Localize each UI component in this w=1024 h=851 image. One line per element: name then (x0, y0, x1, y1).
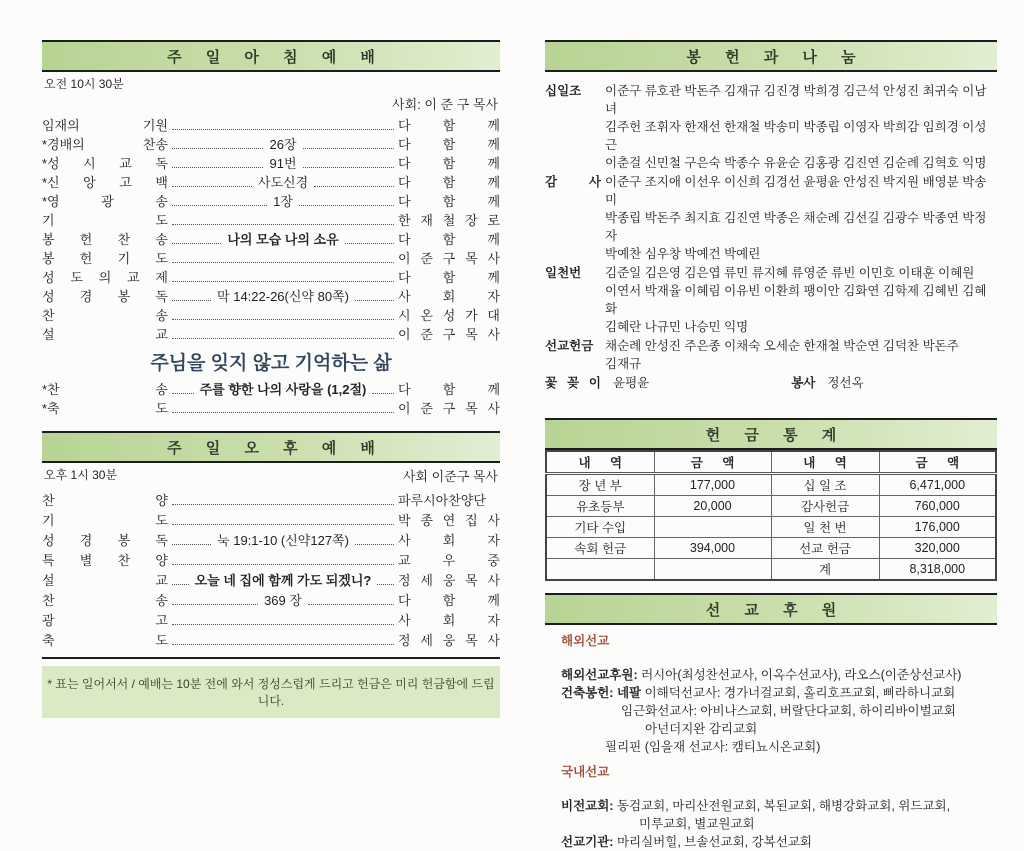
name-list-line: 채순례 안성진 주은종 이채숙 오세순 한재철 박순연 김덕찬 박돈주 (605, 339, 959, 353)
worship-row (42, 248, 500, 267)
name-list-line: 김혜란 나규민 나승민 익명 (605, 320, 749, 334)
worship-row (42, 549, 500, 569)
dot-leader (355, 299, 394, 301)
stat-amount (654, 517, 771, 538)
offering-group-mission (545, 337, 997, 373)
item-label: 기 도 (42, 513, 168, 528)
item-label: 특 별 찬 양 (42, 553, 168, 568)
mission-line (561, 833, 997, 851)
morning-worship-header: 주 일 아 침 예 배 (42, 40, 500, 72)
stat-amount: 6,471,000 (879, 474, 996, 496)
morning-time: 오전 10시 30분 (44, 77, 124, 91)
dot-leader (308, 603, 394, 605)
item-label: 찬 송 (42, 308, 168, 323)
col-header: 내 역 (546, 451, 654, 474)
item-label: *찬 송 (42, 382, 168, 397)
dot-leader (172, 643, 394, 645)
item-label: 임재의 기원 (42, 118, 168, 133)
overseas-mission-title: 해외선교 (561, 634, 610, 648)
stat-amount: 176,000 (879, 517, 996, 538)
item-label: 성 도 의 교 제 (42, 270, 168, 285)
dot-leader (372, 392, 394, 394)
item-detail: 사도신경 (257, 175, 309, 190)
worship-row (42, 286, 500, 305)
offering-lists (545, 82, 997, 392)
worship-row (42, 115, 500, 134)
dot-leader (303, 147, 394, 149)
afternoon-worship-header: 주 일 오 후 예 배 (42, 431, 500, 463)
item-person: 이 준 구 목 사 (398, 251, 500, 266)
dot-leader (172, 543, 211, 545)
stat-label: 일 천 번 (771, 517, 879, 538)
item-label: 찬 양 (42, 493, 168, 508)
morning-order-list (42, 115, 500, 343)
dot-leader (172, 523, 394, 525)
item-label: 봉 헌 찬 송 (42, 232, 168, 247)
item-label: *축 도 (42, 401, 168, 416)
dot-leader (172, 563, 394, 565)
item-detail: 26장 (269, 137, 297, 152)
item-detail: 1장 (273, 194, 293, 209)
scripture-reference: 막 14:22-26(신약 80쪽) (217, 289, 349, 304)
flower-label: 꽃 꽂 이 (545, 376, 601, 390)
item-detail: 369 장 (264, 593, 302, 608)
item-label: *영 광 송 (42, 194, 168, 209)
mission-line-text: 미루교회, 별교원교회 (639, 817, 755, 831)
mission-line (561, 684, 997, 702)
item-person: 시 온 성 가 대 (398, 308, 500, 323)
stat-amount: 20,000 (654, 496, 771, 517)
worship-row (42, 172, 500, 191)
offering-group-thanks (545, 173, 997, 263)
mission-line (561, 797, 997, 815)
afternoon-time: 오후 1시 30분 (44, 468, 118, 482)
offering-group-tithe (545, 82, 997, 172)
footnote-box: * 표는 일어서서 / 예배는 10분 전에 와서 정성스럽게 드리고 헌금은 미리 헌금함에 드립니다. (42, 666, 500, 718)
worship-row (42, 569, 500, 589)
dot-leader (172, 185, 252, 187)
item-label: *성 시 교 독 (42, 156, 168, 171)
worship-row (42, 379, 500, 398)
item-label: 찬 송 (42, 593, 168, 608)
worship-row (42, 509, 500, 529)
group-label: 십일조 (545, 84, 582, 98)
mission-header: 선 교 후 원 (545, 593, 997, 625)
item-person: 정 세 웅 목 사 (398, 633, 500, 648)
item-label: 설 교 (42, 573, 168, 588)
dot-leader (345, 242, 394, 244)
afternoon-order-list (42, 489, 500, 649)
dot-leader (172, 503, 394, 505)
item-person: 다 함 께 (398, 194, 501, 209)
item-person: 다 함 께 (398, 175, 501, 190)
stat-label: 속회 헌금 (546, 538, 654, 559)
name-list-line: 이연서 박재율 이혜림 이유빈 이환희 팽이안 김화연 김학제 김혜빈 김혜화 (605, 284, 987, 316)
dot-leader (172, 204, 267, 206)
dot-leader (172, 223, 394, 225)
table-total-row (546, 559, 996, 581)
item-label: 광 고 (42, 613, 168, 628)
item-label: *신 앙 고 백 (42, 175, 168, 190)
flower-name: 윤평윤 (613, 376, 650, 390)
item-person: 다 함 께 (398, 118, 500, 133)
stat-label: 장 년 부 (546, 474, 654, 496)
dot-leader (377, 583, 394, 585)
col-header: 내 역 (771, 451, 879, 474)
item-person: 사 회 자 (398, 613, 500, 628)
mission-line-label: 건축봉헌: (561, 686, 614, 700)
item-person: 사 회 자 (398, 533, 500, 548)
service-name: 정선옥 (827, 376, 864, 390)
item-person: 다 함 께 (398, 593, 500, 608)
table-header-row (546, 451, 996, 474)
mission-line-text: 마리실버힐, 브솔선교회, 강복선교회 (616, 835, 812, 849)
item-label: 축 도 (42, 633, 168, 648)
offering-header: 봉 헌 과 나 눔 (545, 40, 997, 72)
flower-service-row (545, 374, 997, 392)
mission-line-label: 비전교회: (561, 799, 614, 813)
mission-line-label: 선교기관: (561, 835, 614, 849)
dot-leader (172, 623, 394, 625)
table-row (546, 538, 996, 559)
worship-row (42, 489, 500, 509)
mission-line-text: 필리핀 (임을재 선교사: 캠티뇨시온교회) (605, 740, 821, 754)
name-list-line: 박종립 박돈주 최지효 김진연 박종은 채순례 김선길 김광수 박종연 박정자 (605, 211, 987, 243)
dot-leader (172, 603, 258, 605)
sermon-title: 주님을 잊지 않고 기억하는 삶 (150, 353, 392, 374)
stat-amount: 394,000 (654, 538, 771, 559)
item-label: 설 교 (42, 327, 168, 342)
item-label: 성 경 봉 독 (42, 533, 168, 548)
bulletin-right-page (545, 40, 997, 851)
name-list-line: 이준구 조지애 이선우 이신희 김경선 윤평윤 안성진 박지원 배영분 박송미 (605, 175, 987, 207)
name-list-line: 이춘걸 신민철 구은숙 박종수 유윤순 김홍광 김진연 김순례 김혁호 익명 (605, 156, 987, 170)
dot-leader (355, 543, 394, 545)
mission-line (561, 815, 997, 833)
stat-label (546, 559, 654, 581)
morning-presider: 사회: 이 준 구 목사 (392, 97, 498, 112)
stat-amount: 177,000 (654, 474, 771, 496)
item-person: 다 함 께 (398, 137, 500, 152)
item-person: 이 준 구 목 사 (398, 327, 500, 342)
stat-amount (654, 559, 771, 581)
col-header: 금 액 (654, 451, 771, 474)
worship-row (42, 529, 500, 549)
worship-row (42, 191, 500, 210)
dot-leader (172, 147, 263, 149)
mission-line (561, 738, 997, 756)
worship-row (42, 629, 500, 649)
group-label: 일천번 (545, 266, 582, 280)
worship-row (42, 229, 500, 248)
worship-row (42, 609, 500, 629)
worship-row (42, 153, 500, 172)
dot-leader (172, 299, 211, 301)
stat-amount: 760,000 (879, 496, 996, 517)
service-label: 봉사 (791, 376, 816, 390)
item-label: 성 경 봉 독 (42, 289, 168, 304)
dot-leader (172, 261, 394, 263)
name-list-line: 박예찬 심우창 박예건 박예린 (605, 247, 761, 261)
mission-line (561, 666, 997, 684)
mission-line-text: 동검교회, 마리산전원교회, 복된교회, 해병강화교회, 위드교회, (616, 799, 951, 813)
dot-leader (172, 583, 189, 585)
worship-row (42, 589, 500, 609)
name-list-line: 이준구 류호관 박돈주 김재규 김진경 박희경 김근석 안성진 최귀숙 이남녀 (605, 84, 987, 116)
domestic-mission-title: 국내선교 (561, 765, 610, 779)
dot-leader (172, 318, 394, 320)
stat-label: 선교 헌금 (771, 538, 879, 559)
col-header: 금 액 (879, 451, 996, 474)
dot-leader (299, 204, 394, 206)
mission-line-text: 임근화선교사: 아비나스교회, 버랄단다교회, 하이리바이벌교회 (621, 704, 956, 718)
table-row (546, 474, 996, 496)
dot-leader (172, 128, 394, 130)
dot-leader (314, 185, 394, 187)
name-list-line: 김준일 김은영 김은엽 류민 류지혜 류영준 류빈 이민호 이태훈 이혜원 (605, 266, 975, 280)
stat-label: 유초등부 (546, 496, 654, 517)
group-label: 감 사 (545, 175, 601, 189)
mission-line-text: 아넌더지완 감리교회 (645, 722, 758, 736)
mission-line (561, 702, 997, 720)
stat-label: 감사헌금 (771, 496, 879, 517)
item-label: 기 도 (42, 213, 168, 228)
dot-leader (172, 392, 194, 394)
item-person: 다 함 께 (398, 156, 500, 171)
offering-stats-table (545, 450, 997, 581)
dot-leader (172, 242, 221, 244)
item-detail: 91번 (269, 156, 297, 171)
stat-amount: 8,318,000 (879, 559, 996, 581)
group-label: 선교헌금 (545, 339, 594, 353)
dot-leader (172, 411, 394, 413)
table-row (546, 496, 996, 517)
item-label: *경배의 찬송 (42, 137, 168, 152)
mission-line-label: 해외선교후원: (561, 668, 638, 682)
bulletin-left-page (42, 40, 500, 718)
scripture-reference: 눅 19:1-10 (신약127쪽) (217, 533, 349, 548)
item-person: 파루시아찬양단 (398, 493, 486, 508)
closing-hymn-title: 주를 향한 나의 사랑을 (1,2절) (199, 382, 367, 397)
stat-amount: 320,000 (879, 538, 996, 559)
mission-line-text: 러시아(최성찬선교사, 이옥수선교사), 라오스(이준상선교사) (641, 668, 962, 682)
worship-row (42, 305, 500, 324)
mission-line-text: 이해덕선교사: 경가너걸교회, 홀리호프교회, 삐라하니교회 (644, 686, 956, 700)
mission-line (561, 720, 997, 738)
item-person: 정 세 웅 목 사 (398, 573, 501, 588)
dot-leader (172, 337, 394, 339)
stat-label: 기타 수입 (546, 517, 654, 538)
dot-leader (172, 280, 394, 282)
stat-label: 계 (771, 559, 879, 581)
worship-row (42, 134, 500, 153)
dot-leader (303, 166, 394, 168)
worship-row (42, 210, 500, 229)
afternoon-sermon-title: 오늘 네 집에 함께 가도 되겠니? (194, 573, 372, 588)
morning-closing-list (42, 379, 500, 417)
worship-row (42, 398, 500, 417)
worship-row (42, 267, 500, 286)
worship-row (42, 324, 500, 343)
stat-label: 십 일 조 (771, 474, 879, 496)
item-person: 다 함 께 (398, 270, 500, 285)
offering-hymn-title: 나의 모습 나의 소유 (227, 232, 339, 247)
mission-country: 네팔 (616, 686, 642, 700)
item-person: 박 종 연 집 사 (398, 513, 500, 528)
item-person: 이 준 구 목 사 (398, 401, 500, 416)
name-list-line: 김주헌 조휘자 한재선 한재철 박송미 박종립 이영자 박희감 임희경 이성근 (605, 120, 987, 152)
item-person: 다 함 께 (398, 232, 500, 247)
offering-stats-section (545, 418, 997, 581)
table-row (546, 517, 996, 538)
item-person: 한 재 철 장 로 (398, 213, 500, 228)
dot-leader (172, 166, 263, 168)
mission-support-section (545, 593, 997, 851)
divider-line (42, 657, 500, 659)
item-person: 다 함 께 (398, 382, 501, 397)
item-person: 교 우 중 (398, 553, 500, 568)
name-list-line: 김재규 (605, 357, 642, 371)
item-label: 봉 헌 기 도 (42, 251, 168, 266)
afternoon-presider: 사회 이준구 목사 (402, 469, 498, 484)
stats-header: 헌 금 통 계 (545, 418, 997, 450)
item-person: 사 회 자 (398, 289, 500, 304)
offering-group-thousand (545, 264, 997, 336)
